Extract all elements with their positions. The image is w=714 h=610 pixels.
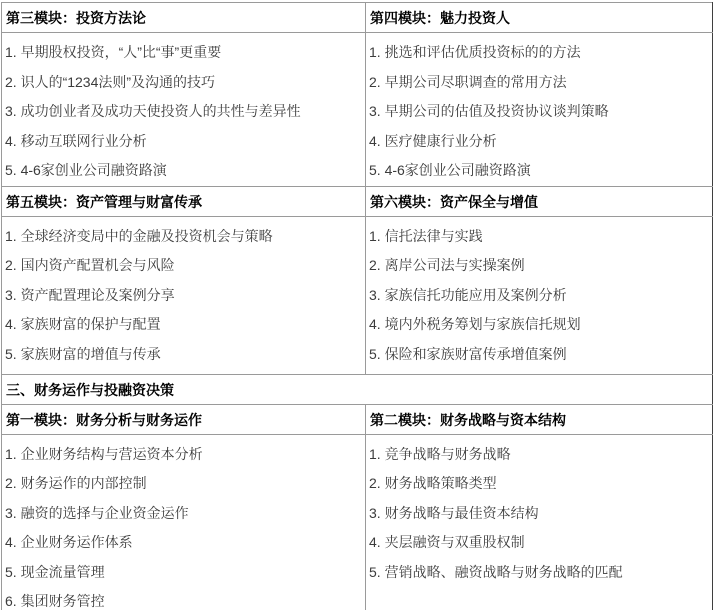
curriculum-page bbox=[0, 2, 714, 610]
curriculum-item: 2. 财务战略策略类型 bbox=[369, 475, 497, 491]
module-1-items bbox=[2, 434, 366, 610]
curriculum-item: 4. 家族财富的保护与配置 bbox=[5, 316, 161, 332]
module-title-3: 第三模块：投资方法论 bbox=[2, 3, 366, 33]
module-5-items bbox=[2, 216, 366, 374]
module-title-2: 第二模块：财务战略与资本结构 bbox=[366, 404, 713, 434]
curriculum-item: 3. 融资的选择与企业资金运作 bbox=[5, 504, 189, 521]
module-header-row bbox=[2, 186, 713, 216]
module-title-4: 第四模块：魅力投资人 bbox=[366, 3, 713, 33]
curriculum-item: 5. 营销战略、融资战略与财务战略的匹配 bbox=[369, 563, 623, 580]
module-items-row bbox=[2, 434, 713, 610]
curriculum-item: 4. 医疗健康行业分析 bbox=[369, 132, 497, 149]
curriculum-item: 5. 家族财富的增值与传承 bbox=[5, 345, 161, 362]
curriculum-item: 1. 竞争战略与财务战略 bbox=[369, 445, 511, 462]
section-header-row bbox=[2, 374, 713, 404]
curriculum-item: 2. 财务运作的内部控制 bbox=[5, 475, 147, 491]
curriculum-item: 1. 信托法律与实践 bbox=[369, 227, 483, 244]
curriculum-item: 3. 财务战略与最佳资本结构 bbox=[369, 504, 539, 521]
curriculum-item: 1. 挑选和评估优质投资标的的方法 bbox=[369, 44, 581, 60]
curriculum-item: 4. 企业财务运作体系 bbox=[5, 534, 133, 550]
section-header: 三、财务运作与投融资决策 bbox=[2, 374, 713, 404]
module-title-6: 第六模块：资产保全与增值 bbox=[366, 186, 713, 216]
curriculum-item: 4. 移动互联网行业分析 bbox=[5, 132, 147, 149]
module-4-items bbox=[366, 33, 713, 187]
curriculum-item: 2. 识人的“1234法则”及沟通的技巧 bbox=[5, 73, 216, 90]
curriculum-item: 5. 现金流量管理 bbox=[5, 563, 105, 580]
curriculum-item: 4. 夹层融资与双重股权制 bbox=[369, 534, 525, 550]
module-header-row bbox=[2, 3, 713, 33]
curriculum-item: 2. 离岸公司法与实操案例 bbox=[369, 257, 525, 273]
curriculum-item: 3. 资产配置理论及案例分享 bbox=[5, 286, 175, 303]
curriculum-item: 3. 成功创业者及成功天使投资人的共性与差异性 bbox=[5, 103, 301, 119]
module-header-row bbox=[2, 404, 713, 434]
curriculum-item: 2. 早期公司尽职调查的常用方法 bbox=[369, 73, 567, 90]
curriculum-item: 5. 4-6家创业公司融资路演 bbox=[369, 162, 531, 178]
module-6-items bbox=[366, 216, 713, 374]
curriculum-item: 1. 早期股权投资，“人”比“事”更重要 bbox=[5, 44, 222, 60]
curriculum-table bbox=[1, 2, 713, 610]
module-items-row bbox=[2, 33, 713, 187]
curriculum-item: 3. 家族信托功能应用及案例分析 bbox=[369, 286, 567, 303]
curriculum-item: 5. 4-6家创业公司融资路演 bbox=[5, 162, 167, 178]
curriculum-item: 2. 国内资产配置机会与风险 bbox=[5, 257, 175, 273]
curriculum-item: 4. 境内外税务筹划与家族信托规划 bbox=[369, 316, 581, 332]
module-title-5: 第五模块：资产管理与财富传承 bbox=[2, 186, 366, 216]
curriculum-item: 5. 保险和家族财富传承增值案例 bbox=[369, 345, 567, 362]
curriculum-item: 1. 全球经济变局中的金融及投资机会与策略 bbox=[5, 227, 273, 244]
module-3-items bbox=[2, 33, 366, 187]
module-title-1: 第一模块：财务分析与财务运作 bbox=[2, 404, 366, 434]
curriculum-item: 1. 企业财务结构与营运资本分析 bbox=[5, 445, 203, 462]
curriculum-item: 6. 集团财务管控 bbox=[5, 593, 105, 609]
module-items-row bbox=[2, 216, 713, 374]
module-2-items bbox=[366, 434, 713, 610]
curriculum-item: 3. 早期公司的估值及投资协议谈判策略 bbox=[369, 103, 609, 119]
